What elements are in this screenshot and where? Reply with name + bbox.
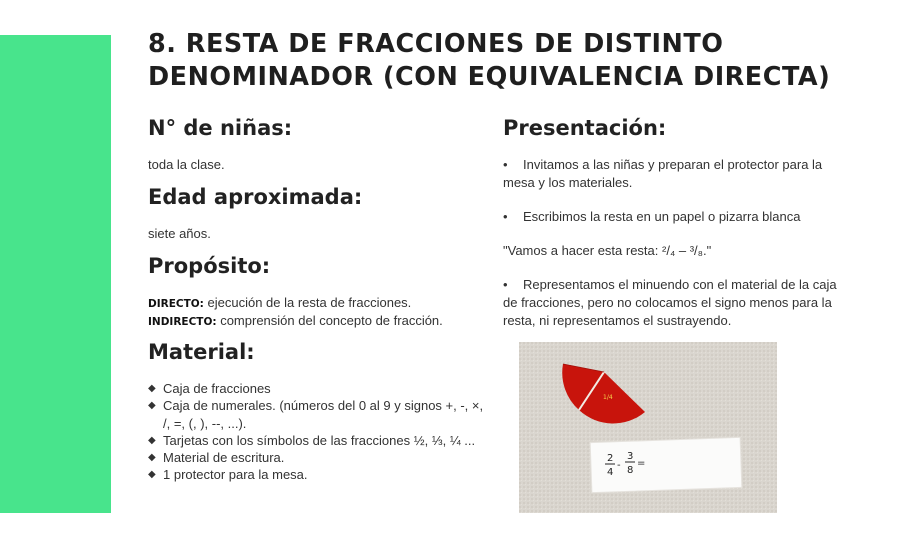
bullet-icon: • — [503, 209, 508, 224]
bullet-icon: • — [503, 157, 508, 172]
list-item: ◆ Caja de fracciones — [148, 381, 271, 396]
ninas-text: toda la clase. — [148, 157, 225, 172]
card-den-2: 8 — [627, 465, 634, 476]
page-title: 8. RESTA DE FRACCIONES DE DISTINTO DENOMINADOR (CON EQUIVALENCIA DIRECTA) — [148, 29, 831, 92]
list-item: ◆ Material de escritura. — [148, 450, 285, 466]
card-equals: = — [637, 458, 646, 469]
material-heading: Material: — [148, 340, 255, 364]
card-den-1: 4 — [607, 467, 614, 478]
material-list — [148, 380, 493, 484]
presentacion-heading: Presentación: — [503, 116, 667, 140]
proposito-heading: Propósito: — [148, 254, 271, 278]
presentacion-paragraph-2: • Escribimos la resta en un papel o pizarra blanca — [503, 209, 801, 224]
list-item: ◆ 1 protector para la mesa. — [148, 467, 308, 483]
indirecto-text: comprensión del concepto de fracción. — [220, 313, 443, 328]
presentacion-paragraph-1: • Invitamos a las niñas y preparan el protector para la mesa y los materiales. — [503, 157, 823, 190]
fraction-material-photo — [519, 342, 777, 513]
card-num-2: 3 — [627, 451, 634, 462]
directo-text: ejecución de la resta de fracciones. — [207, 295, 412, 310]
presentacion-paragraph-3: "Vamos a hacer esta resta: ²/₄ – ³/₈." — [503, 243, 712, 258]
card-minus: - — [617, 460, 621, 471]
accent-bar — [0, 35, 111, 513]
presentacion-paragraph-4: • Representamos el minuendo con el material de la caja de fracciones, pero no colocamos el signo menos para la resta, ni representamos el sustrayendo. — [503, 277, 837, 328]
diamond-bullet-icon: ◆ — [148, 452, 156, 464]
diamond-bullet-icon: ◆ — [148, 434, 156, 446]
directo-label: DIRECTO: — [148, 298, 204, 310]
bullet-icon: • — [503, 277, 508, 292]
proposito-directo — [148, 294, 498, 313]
edad-heading: Edad aproximada: — [148, 185, 363, 209]
diamond-bullet-icon: ◆ — [148, 400, 156, 412]
list-item: ◆ Tarjetas con los símbolos de las fracciones ½, ⅓, ¼ ... — [148, 432, 476, 448]
subtraction-card — [590, 437, 742, 492]
piece-label-quarter: 1/4 — [603, 394, 613, 401]
list-item: ◆ Caja de numerales. (números del 0 al 9 y signos +, -, ×, /, =, (, ), --, ...). — [148, 398, 484, 431]
indirecto-label: INDIRECTO: — [148, 316, 217, 328]
ninas-heading: N° de niñas: — [148, 116, 293, 140]
card-num-1: 2 — [607, 453, 614, 464]
diamond-bullet-icon: ◆ — [148, 469, 156, 481]
edad-text: siete años. — [148, 226, 211, 241]
proposito-indirecto — [148, 312, 498, 331]
diamond-bullet-icon: ◆ — [148, 383, 156, 394]
